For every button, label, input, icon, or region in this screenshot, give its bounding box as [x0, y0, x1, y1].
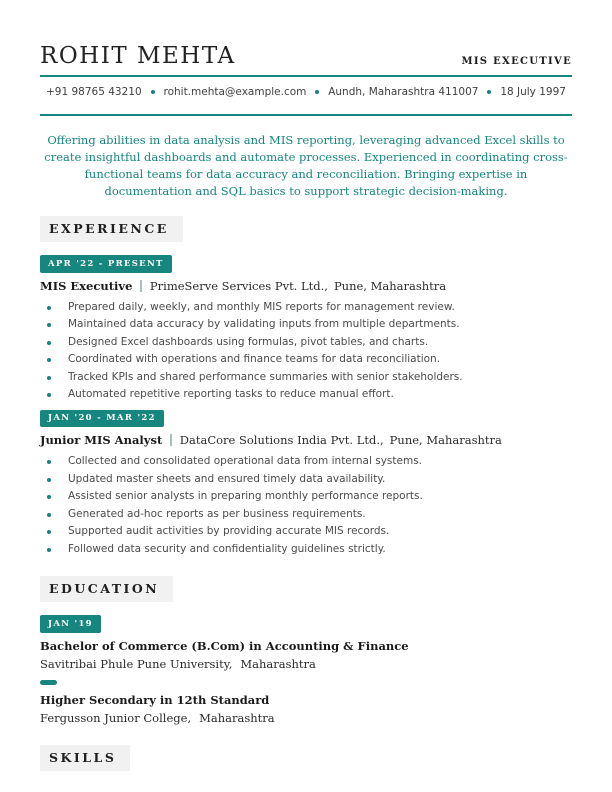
bullet-item: Followed data security and confidentiality guidelines strictly. — [40, 541, 572, 559]
school-name: Fergusson Junior College, — [40, 710, 192, 725]
section-title-experience: EXPERIENCE — [40, 216, 183, 242]
contact-row — [40, 77, 572, 109]
summary-paragraph: Offering abilities in data analysis and MIS reporting, leveraging advanced Excel skills to create insightful dashboards and automate processes. Experienced in coordinating cross-functional teams for data accuracy and reconciliation. Bringing expertise in documentation and SQL basics to support strategic decision-making. — [44, 133, 568, 198]
skills-section — [40, 725, 572, 771]
experience-entry — [40, 242, 572, 404]
title-company-divider — [170, 434, 172, 446]
date-badge: JAN '19 — [40, 615, 101, 633]
experience-section — [40, 200, 572, 558]
candidate-role: MIS EXECUTIVE — [461, 56, 572, 67]
job-title-line — [40, 433, 572, 447]
contact-separator-dot — [487, 90, 491, 94]
bullet-list — [40, 453, 572, 558]
date-dash — [40, 680, 57, 685]
header — [40, 42, 572, 116]
section-title-education: EDUCATION — [40, 576, 173, 602]
school-line — [40, 711, 572, 725]
bullet-item: Collected and consolidated operational data from internal systems. — [40, 453, 572, 471]
contact-birthdate: 18 July 1997 — [500, 86, 566, 98]
degree-title: Bachelor of Commerce (B.Com) in Accounting & Finance — [40, 638, 409, 653]
job-location: Pune, Maharashtra — [333, 278, 447, 293]
bullet-item: Updated master sheets and ensured timely data availability. — [40, 471, 572, 489]
job-title-line — [40, 279, 572, 293]
job-location: Pune, Maharashtra — [389, 433, 502, 447]
bullet-item: Assisted senior analysts in preparing monthly performance reports. — [40, 488, 572, 506]
section-title-skills: SKILLS — [40, 745, 130, 771]
job-title: Junior MIS Analyst — [40, 433, 163, 447]
header-rule-bottom — [40, 114, 572, 116]
job-company: PrimeServe Services Pvt. Ltd., — [149, 278, 328, 293]
bullet-item: Supported audit activities by providing accurate MIS records. — [40, 523, 572, 541]
bullet-item: Tracked KPIs and shared performance summaries with senior stakeholders. — [40, 369, 572, 387]
education-section — [40, 558, 572, 725]
experience-entry — [40, 404, 572, 559]
date-badge: JAN '20 - MAR '22 — [40, 410, 164, 428]
bullet-item: Prepared daily, weekly, and monthly MIS reports for management review. — [40, 299, 572, 317]
education-entry — [40, 680, 572, 725]
bullet-item: Designed Excel dashboards using formulas, pivot tables, and charts. — [40, 334, 572, 352]
bullet-item: Maintained data accuracy by validating inputs from multiple departments. — [40, 316, 572, 334]
degree-title: Higher Secondary in 12th Standard — [40, 692, 270, 707]
bullet-item: Generated ad-hoc reports as per business requirements. — [40, 506, 572, 524]
date-badge: APR '22 - PRESENT — [40, 255, 172, 273]
contact-phone: +91 98765 43210 — [46, 86, 142, 98]
candidate-name: ROHIT MEHTA — [40, 43, 236, 69]
school-name: Savitribai Phule Pune University, — [40, 656, 233, 671]
name-row — [40, 42, 572, 70]
education-entry — [40, 602, 572, 671]
contact-separator-dot — [151, 90, 155, 94]
contact-separator-dot — [315, 90, 319, 94]
school-line — [40, 657, 572, 671]
school-location: Maharashtra — [240, 656, 316, 671]
title-company-divider — [140, 280, 142, 292]
bullet-item: Coordinated with operations and finance teams for data reconciliation. — [40, 351, 572, 369]
job-title: MIS Executive — [40, 278, 133, 293]
contact-location: Aundh, Maharashtra 411007 — [328, 86, 479, 98]
contact-email: rohit.mehta@example.com — [163, 86, 307, 98]
school-location: Maharashtra — [199, 710, 275, 725]
bullet-list — [40, 299, 572, 404]
job-company: DataCore Solutions India Pvt. Ltd., — [179, 433, 384, 447]
bullet-item: Automated repetitive reporting tasks to reduce manual effort. — [40, 386, 572, 404]
